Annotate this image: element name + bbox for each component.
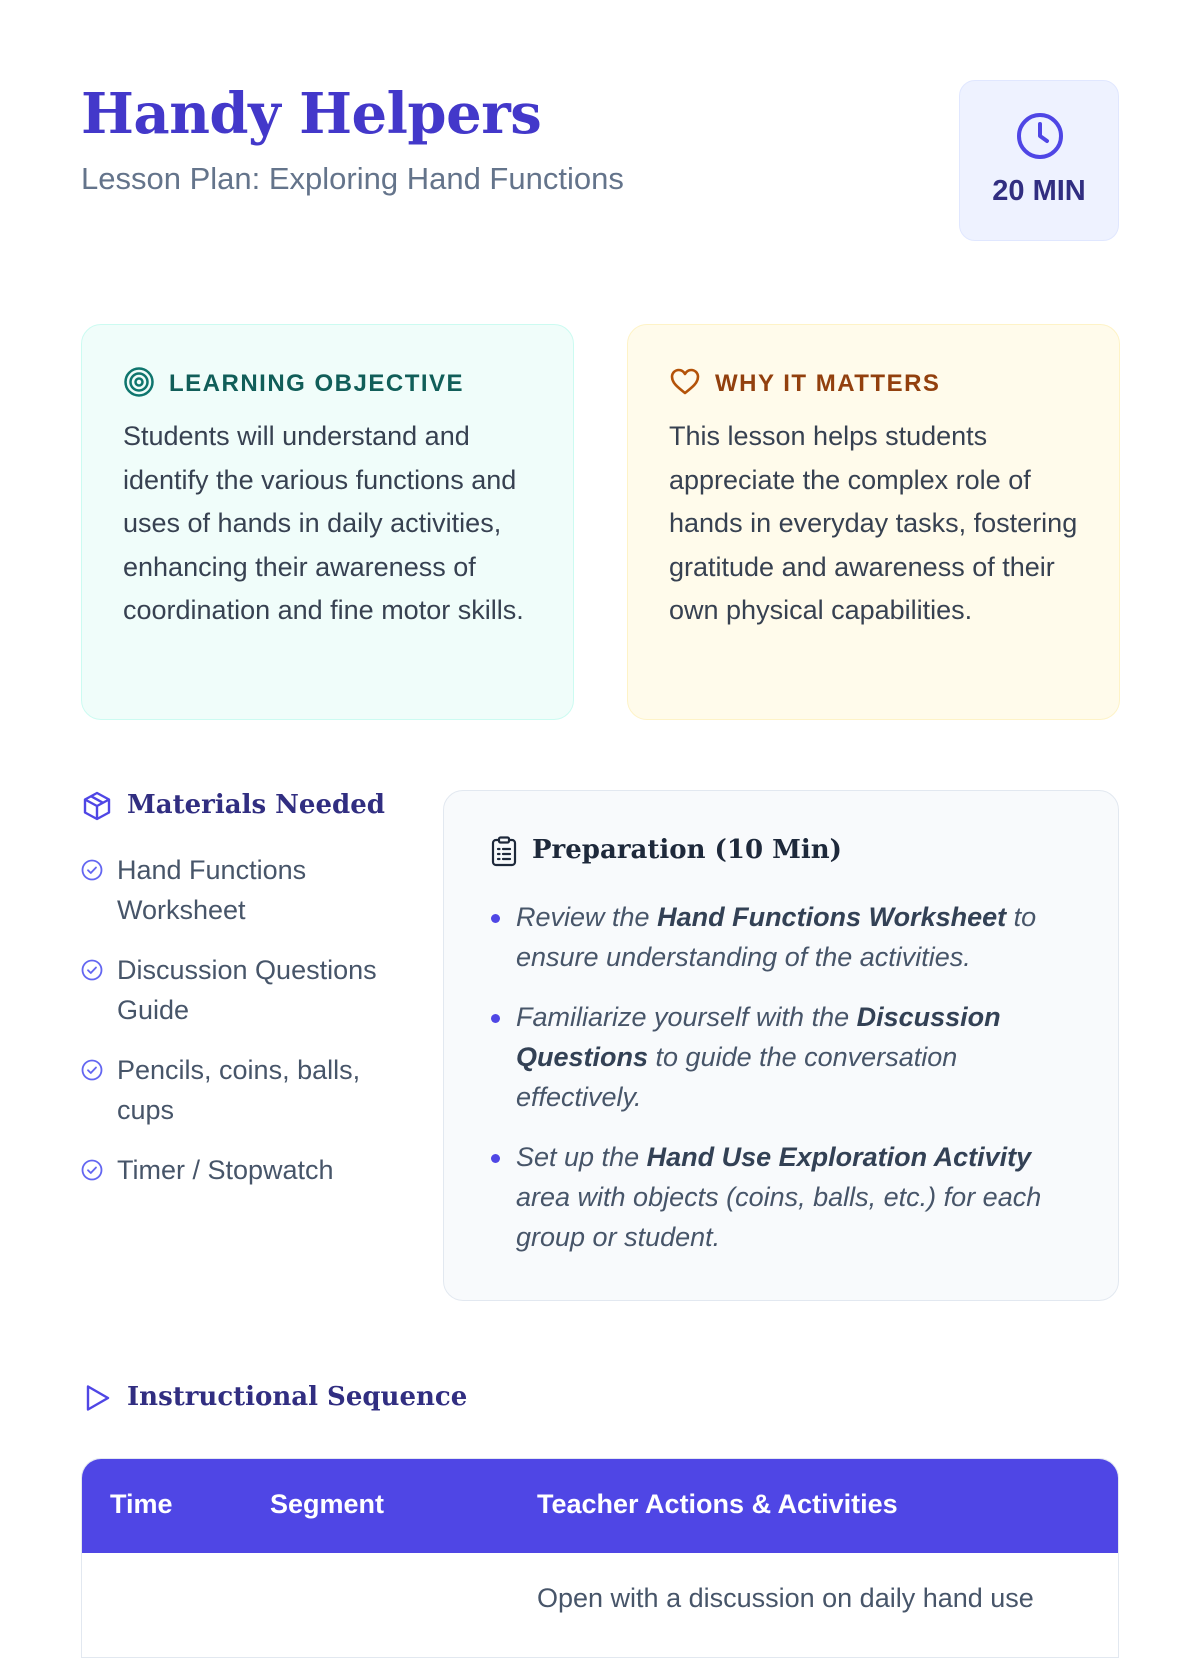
page-title: Handy Helpers bbox=[81, 81, 542, 147]
table-header bbox=[82, 1459, 1118, 1553]
learning-objective-label: LEARNING OBJECTIVE bbox=[169, 370, 465, 397]
table-cell: Open with a discussion on daily hand use bbox=[537, 1583, 1034, 1613]
column-header-time: Time bbox=[110, 1489, 173, 1519]
check-circle-icon bbox=[81, 1159, 103, 1181]
clock-icon bbox=[1015, 111, 1065, 161]
list-item bbox=[81, 950, 411, 1030]
list-item: Review the Hand Functions Worksheet to ensure understanding of the activities. bbox=[488, 897, 1078, 977]
list-item: Set up the Hand Use Exploration Activity area with objects (coins, balls, etc.) for each group or student. bbox=[488, 1137, 1078, 1257]
list-item bbox=[81, 1050, 411, 1130]
page-subtitle: Lesson Plan: Exploring Hand Functions bbox=[81, 161, 624, 196]
why-it-matters-label: WHY IT MATTERS bbox=[715, 370, 941, 397]
why-it-matters-text: This lesson helps students appreciate the complex role of hands in everyday tasks, fostering gratitude and awareness of their own physical capabilities. bbox=[669, 421, 1078, 625]
material-label: Timer / Stopwatch bbox=[117, 1155, 334, 1185]
check-circle-icon bbox=[81, 1059, 103, 1081]
list-item: Familiarize yourself with the Discussion Questions to guide the conversation effectively. bbox=[488, 997, 1078, 1117]
bullet-icon bbox=[491, 1154, 500, 1163]
instructional-sequence-section bbox=[81, 1380, 1119, 1613]
target-icon bbox=[123, 366, 155, 398]
instructional-sequence-heading: Instructional Sequence bbox=[127, 1382, 468, 1412]
material-label: Discussion Questions Guide bbox=[117, 955, 377, 1025]
column-header-actions: Teacher Actions & Activities bbox=[537, 1489, 898, 1519]
duration-label: 20 MIN bbox=[992, 175, 1086, 207]
bullet-icon bbox=[491, 1014, 500, 1023]
check-circle-icon bbox=[81, 859, 103, 881]
clipboard-icon bbox=[488, 835, 520, 867]
sequence-table bbox=[81, 1458, 1119, 1658]
materials-section bbox=[81, 788, 411, 1210]
column-header-segment: Segment bbox=[270, 1489, 385, 1519]
materials-list bbox=[81, 850, 411, 1190]
preparation-card bbox=[443, 790, 1119, 1301]
learning-objective-card bbox=[81, 324, 574, 720]
learning-objective-text: Students will understand and identify the various functions and uses of hands in daily activities, enhancing their awareness of coordination and fine motor skills. bbox=[123, 421, 524, 625]
why-it-matters-card bbox=[627, 324, 1120, 720]
heart-icon bbox=[669, 366, 701, 398]
material-label: Pencils, coins, balls, cups bbox=[117, 1055, 361, 1125]
materials-heading: Materials Needed bbox=[127, 790, 385, 820]
play-icon bbox=[81, 1382, 113, 1414]
duration-badge bbox=[959, 80, 1119, 241]
list-item bbox=[81, 1150, 411, 1190]
check-circle-icon bbox=[81, 959, 103, 981]
box-icon bbox=[81, 790, 113, 822]
bullet-icon bbox=[491, 914, 500, 923]
preparation-heading: Preparation (10 Min) bbox=[532, 835, 842, 865]
page-header bbox=[81, 80, 1119, 244]
material-label: Hand Functions Worksheet bbox=[117, 855, 307, 925]
preparation-list bbox=[488, 897, 1078, 1257]
list-item bbox=[81, 850, 411, 930]
